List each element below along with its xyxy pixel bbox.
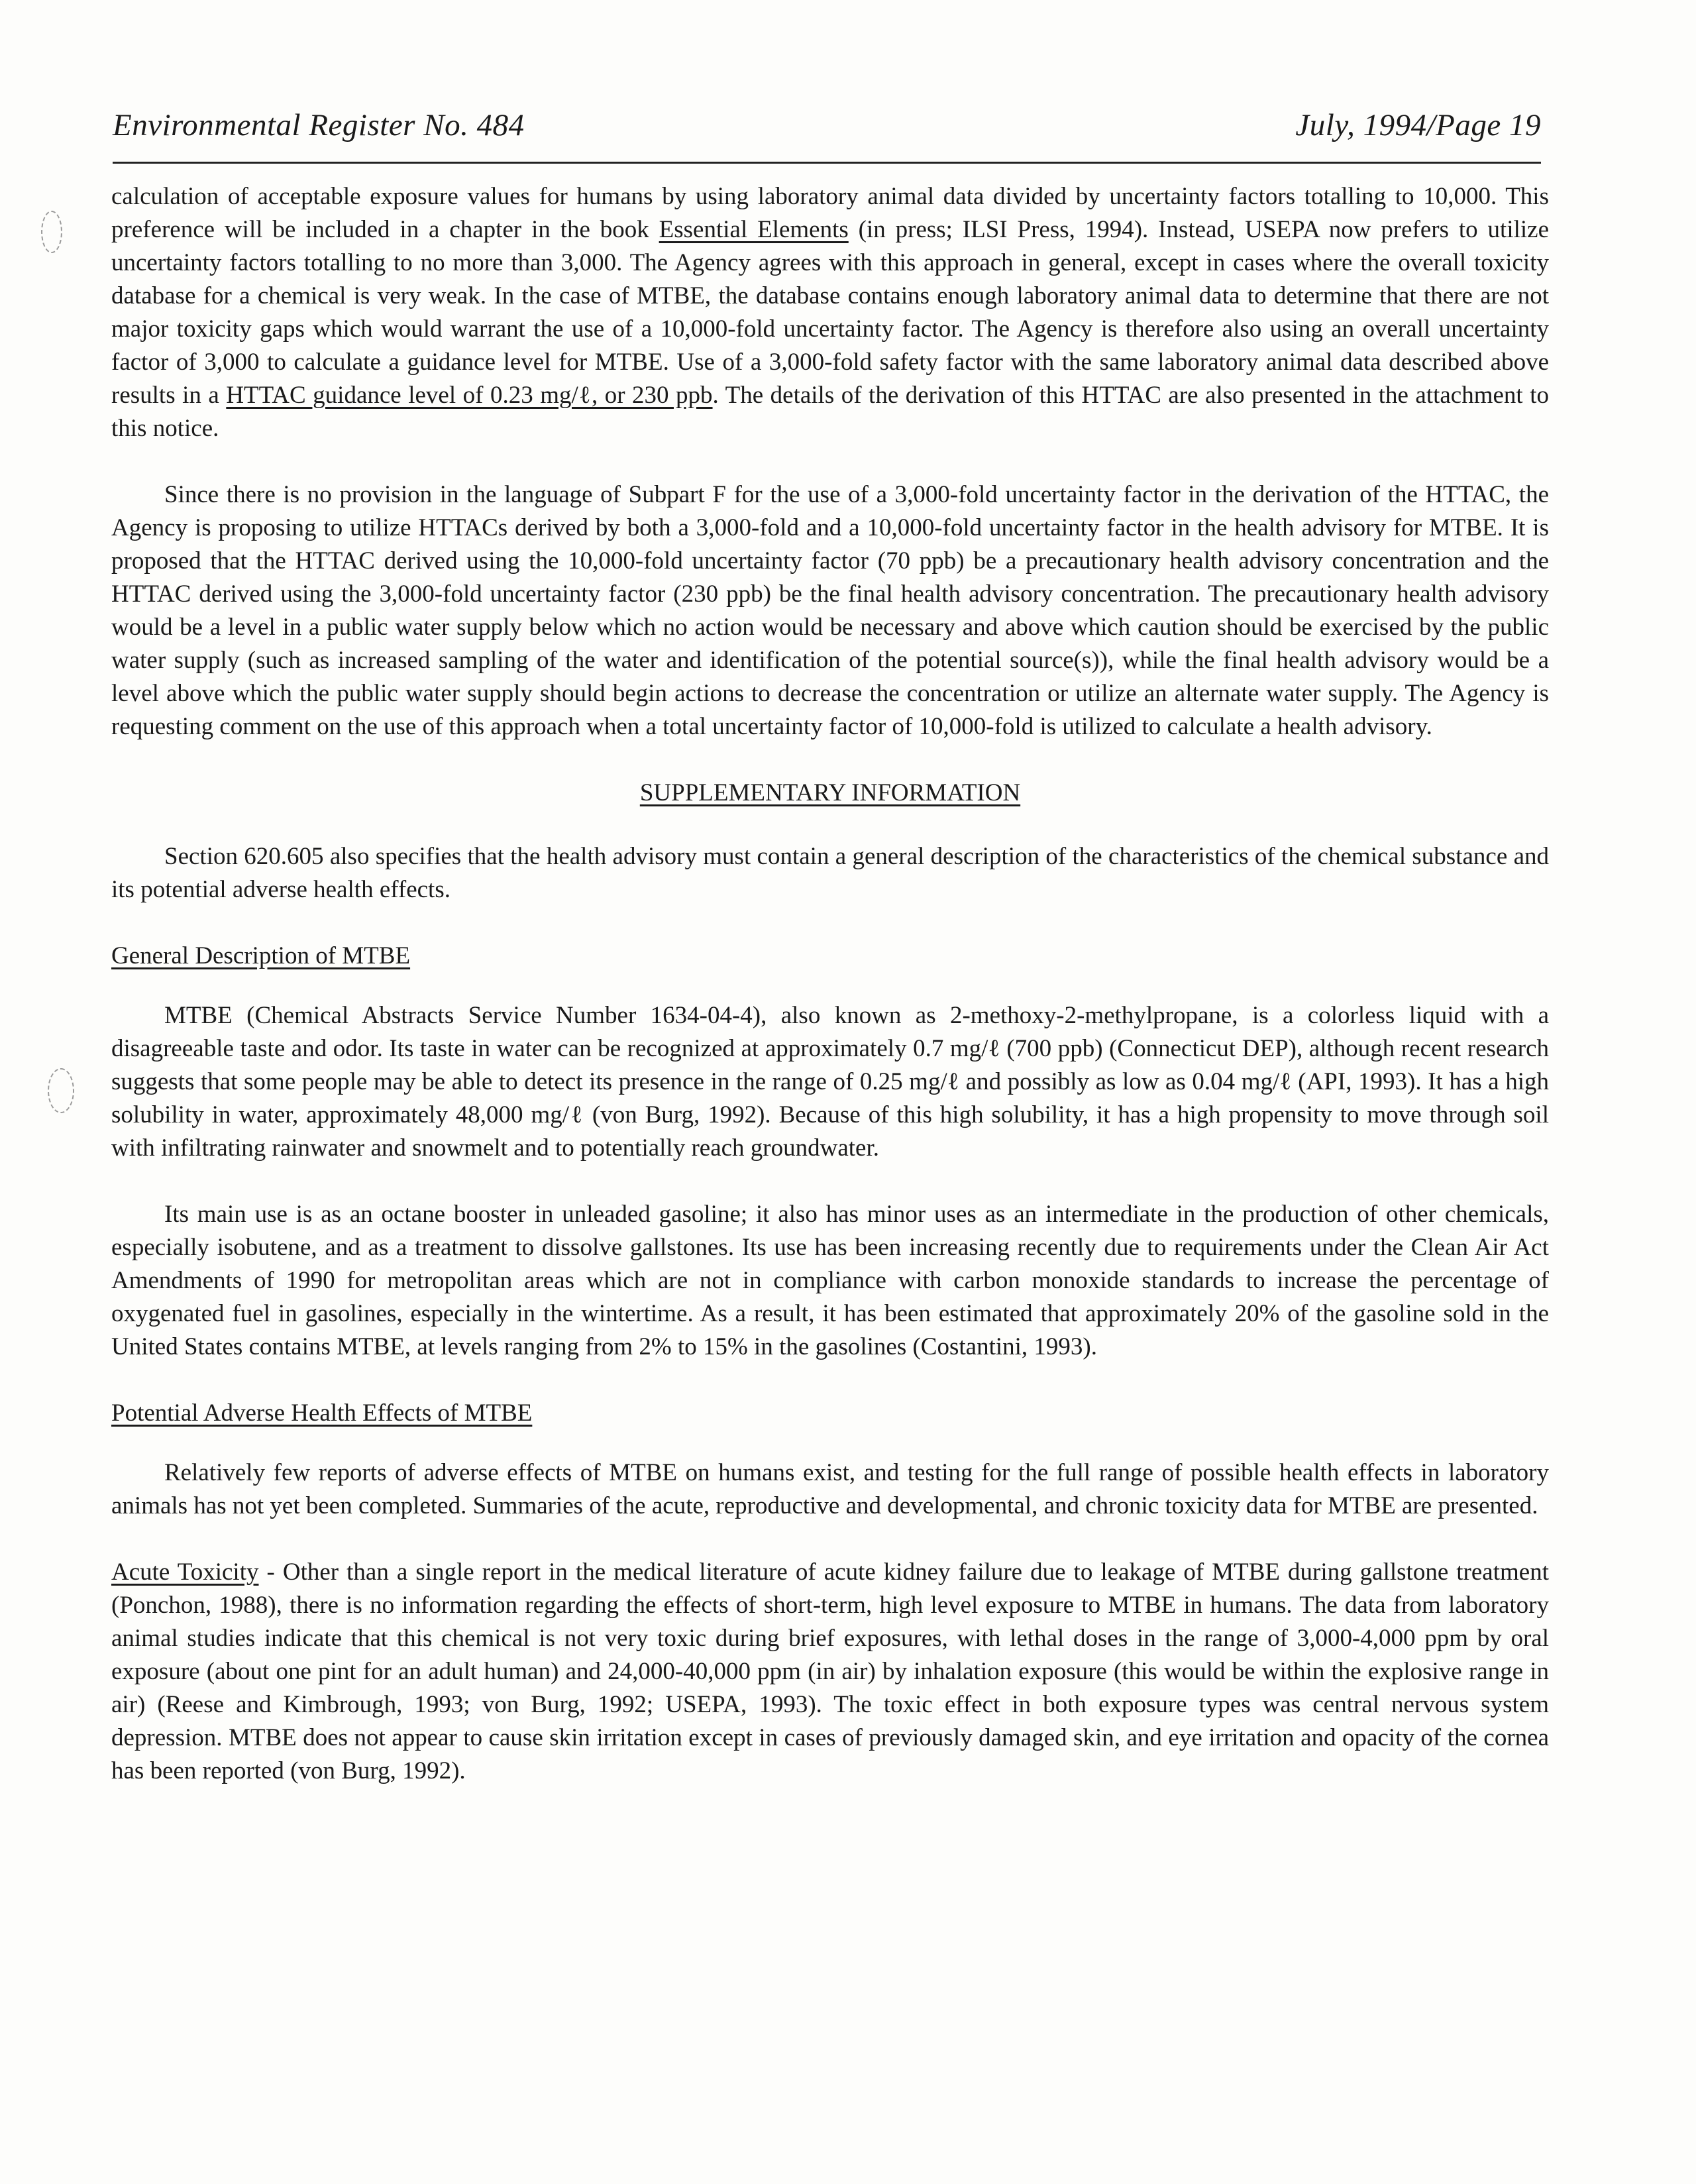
paragraph-text: - Other than a single report in the medical literature of acute kidney failure due to leakage of MTBE during gallstone treatment (Ponchon, 1988), there is no information regarding the effects of short-term, high level exposure to MTBE in humans. The data from laboratory animal studies indicate that this chemical is not very toxic during brief exposures, with lethal doses in the range of 3,000-4,000 ppm by oral exposure (about one pint for an adult human) and 24,000-40,000 ppm (in air) by inhalation exposure (this would be within the explosive range in air) (Reese and Kimbrough, 1993; von Burg, 1992; USEPA, 1993). The toxic effect in both exposure types was central nervous system depression. MTBE does not appear to cause skin irritation except in cases of previously damaged skin, and eye irritation and opacity of the cornea has been reported (von Burg, 1992).	[111, 1558, 1549, 1784]
book-title: Essential Elements	[659, 216, 849, 243]
paragraph-text: (in press; ILSI Press, 1994). Instead, USEPA now prefers to utilize uncertainty factors totalling to no more than 3,000. The Agency agrees with this approach in general, except in cases where the overall toxicity database for a chemical is very weak. In the case of MTBE, the database contains enough laboratory animal data to determine that there are not major toxicity gaps which would warrant the use of a 10,000-fold uncertainty factor. The Agency is therefore also using an overall uncertainty factor of 3,000 to calculate a guidance level for MTBE. Use of a 3,000-fold safety factor with the same laboratory animal data described above results in a	[111, 216, 1549, 409]
publication-title: Environmental Register No. 484	[113, 108, 525, 142]
paragraph: Section 620.605 also specifies that the health advisory must contain a general description of the characteristics of the chemical substance and its potential adverse health effects.	[111, 843, 1549, 903]
paragraph-text: . The details of the derivation of this HTTAC are also presented in the attachment to this notice.	[111, 382, 1549, 442]
paragraph: Its main use is as an octane booster in unleaded gasoline; it also has minor uses as an intermediate in the production of other chemicals, especially isobutene, and as a treatment to dissolve gallstones. Its use has been increasing recently due to requirements under the Clean Air Act Amendments of 1990 for metropolitan areas which are not in compliance with carbon monoxide standards to increase the percentage of oxygenated fuel in gasolines, especially in the wintertime. As a result, it has been estimated that approximately 20% of the gasoline sold in the United States contains MTBE, at levels ranging from 2% to 15% in the gasolines (Costantini, 1993).	[111, 1201, 1549, 1360]
guidance-level: HTTAC guidance level of 0.23 mg/ℓ, or 230 ppb	[226, 382, 713, 409]
paragraph: Since there is no provision in the language of Subpart F for the use of a 3,000-fold uncertainty factor in the derivation of the HTTAC, the Agency is proposing to utilize HTTACs derived by both a 3,000-fold and a 10,000-fold uncertainty factor in the health advisory for MTBE. It is proposed that the HTTAC derived using the 10,000-fold uncertainty factor (70 ppb) be a precautionary health advisory concentration and the HTTAC derived using the 3,000-fold uncertainty factor (230 ppb) be the final health advisory concentration. The precautionary health advisory would be a level in a public water supply below which no action would be necessary and above which caution should be exercised by the public water supply (such as increased sampling of the water and identification of the potential source(s)), while the final health advisory would be a level above which the public water supply should begin actions to decrease the concentration or utilize an alternate water supply. The Agency is requesting comment on the use of this approach when a total uncertainty factor of 10,000-fold is utilized to calculate a health advisory.	[111, 481, 1549, 740]
section-title: SUPPLEMENTARY INFORMATION	[639, 779, 1021, 806]
punch-hole-mark	[41, 211, 62, 253]
punch-hole-mark	[48, 1068, 74, 1113]
subsection-heading-text: General Description of MTBE	[111, 942, 411, 969]
subsection-heading	[111, 1397, 1549, 1430]
header-rule	[113, 162, 1541, 164]
paragraph	[111, 180, 1549, 445]
acute-toxicity-heading: Acute Toxicity	[111, 1558, 259, 1586]
subsection-heading-text: Potential Adverse Health Effects of MTBE	[111, 1399, 533, 1427]
paragraph: Relatively few reports of adverse effects of MTBE on humans exist, and testing for the full range of possible health effects in laboratory animals has not yet been completed. Summaries of the acute, reproductive and developmental, and chronic toxicity data for MTBE are presented.	[111, 1459, 1549, 1519]
page-header	[113, 107, 1541, 158]
issue-date-page: July, 1994/Page 19	[1295, 108, 1541, 142]
paragraph-text: calculation of acceptable exposure values for humans by using laboratory animal data divided by uncertainty factors totalling to 10,000. This preference will be included in a chapter in the book	[111, 183, 1549, 243]
subsection-heading	[111, 940, 1549, 973]
paragraph: MTBE (Chemical Abstracts Service Number 1634-04-4), also known as 2-methoxy-2-methylpropane, is a colorless liquid with a disagreeable taste and odor. Its taste in water can be recognized at approximately 0.7 mg/ℓ (700 ppb) (Connecticut DEP), although recent research suggests that some people may be able to detect its presence in the range of 0.25 mg/ℓ and possibly as low as 0.04 mg/ℓ (API, 1993). It has a high solubility in water, approximately 48,000 mg/ℓ (von Burg, 1992). Because of this high solubility, it has a high propensity to move through soil with infiltrating rainwater and snowmelt and to potentially reach groundwater.	[111, 1002, 1549, 1162]
document-body	[111, 180, 1549, 1821]
paragraph	[111, 1556, 1549, 1788]
